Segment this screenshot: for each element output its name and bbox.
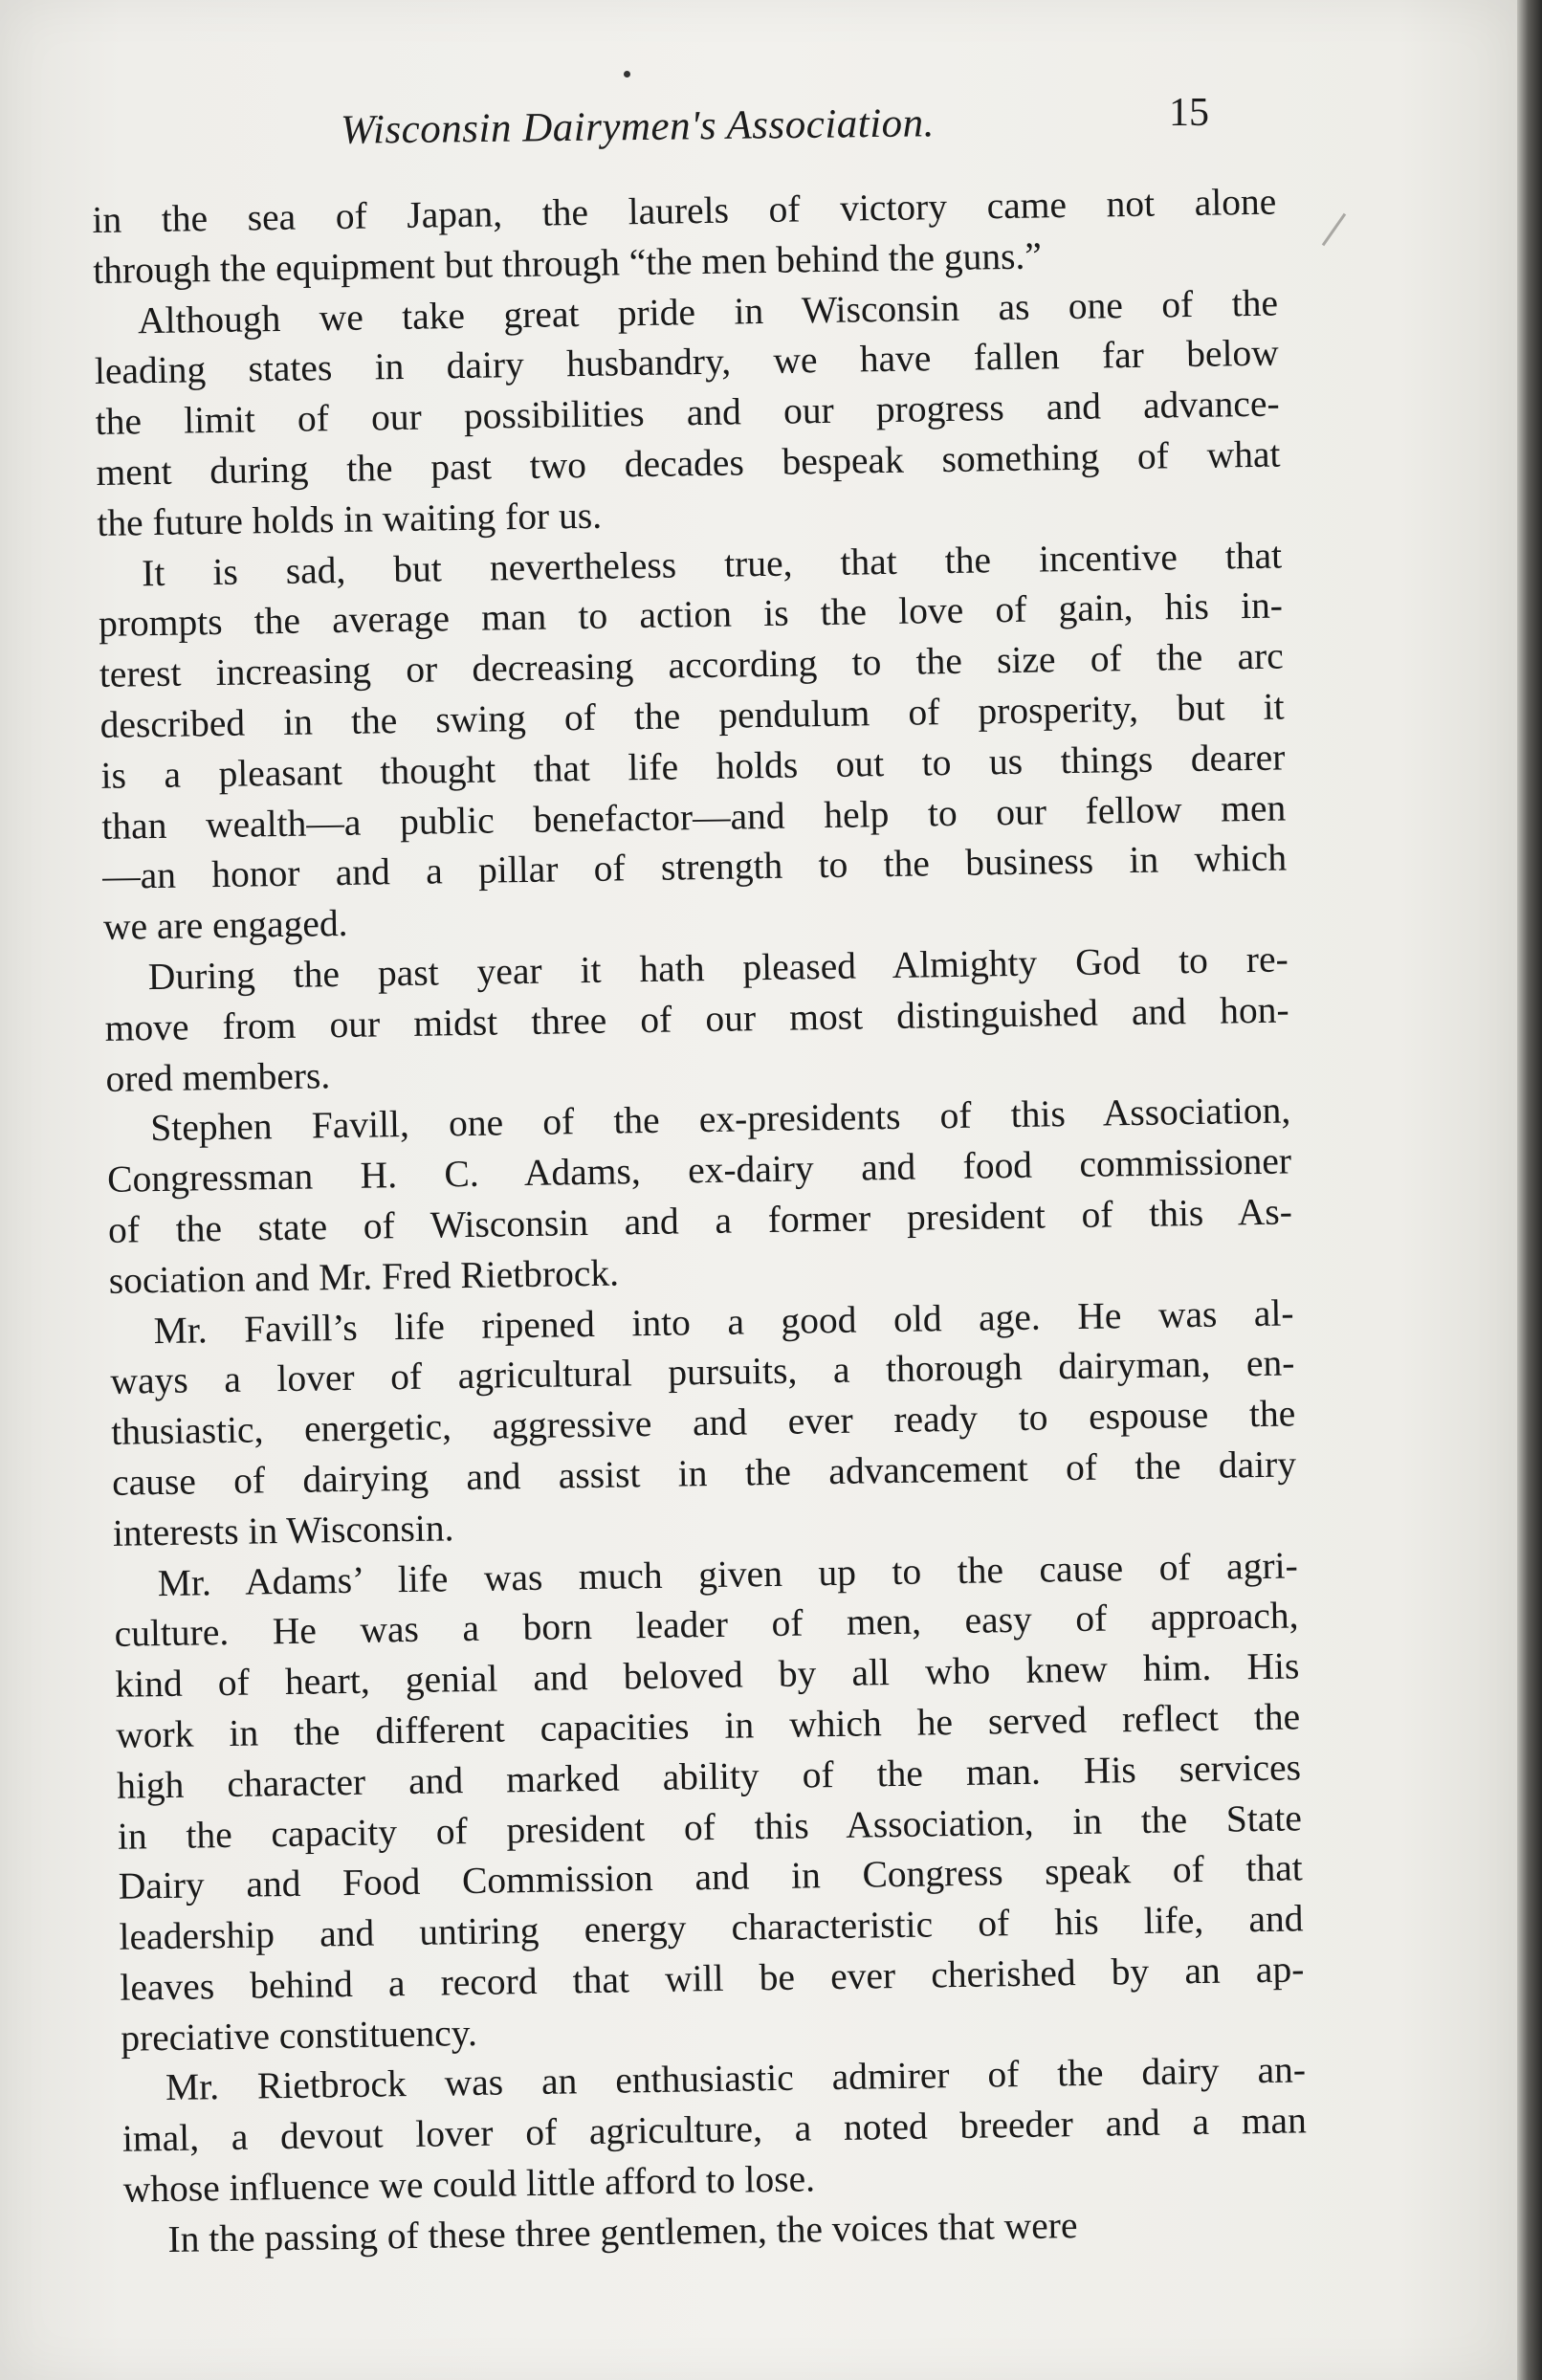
text-line: is a pleasant thought that life holds out to us things dearer: [100, 736, 1286, 797]
text-line: described in the swing of the pendulum of prosperity, but it: [99, 685, 1285, 746]
text-line: It is sad, but nevertheless true, that the incentive that: [141, 534, 1283, 594]
text-line: we are engaged.: [102, 902, 348, 949]
text-line: imal, a devout lover of agriculture, a noted breeder and a man: [121, 2099, 1308, 2161]
text-line: Mr. Rietbrock was an enthusiastic admirer of the dairy an-: [165, 2048, 1307, 2109]
page-number: 15: [1169, 91, 1209, 135]
text-line: prompts the average man to action is the love of gain, his in-: [98, 584, 1284, 646]
text-line: whose influence we could little afford to lose.: [122, 2157, 816, 2211]
text-line: work in the different capacities in which he served reflect the: [115, 1695, 1301, 1756]
text-line: in the sea of Japan, the laurels of victory came not alone: [92, 180, 1277, 241]
margin-pencil-mark: [1322, 213, 1346, 246]
text-line: the future holds in waiting for us.: [97, 494, 603, 544]
text-line: Congressman H. C. Adams, ex-dairy and food commissioner: [106, 1139, 1292, 1201]
text-line: thusiastic, energetic, aggressive and ever ready to espouse the: [110, 1392, 1296, 1453]
text-line: cause of dairying and assist in the advancement of the dairy: [111, 1443, 1297, 1504]
running-head: Wisconsin Dairymen's Association.: [340, 100, 936, 153]
text-line: ored members.: [105, 1053, 331, 1100]
text-line: of the state of Wisconsin and a former president of this As-: [107, 1190, 1293, 1251]
text-line: kind of heart, genial and beloved by all who knew him. His: [115, 1644, 1300, 1706]
text-line: move from our midst three of our most distinguished and hon-: [104, 988, 1289, 1049]
text-line: Stephen Favill, one of the ex-presidents of this Association,: [149, 1089, 1291, 1150]
text-line: leading states in dairy husbandry, we have fallen far below: [94, 331, 1280, 393]
text-line: ment during the past two decades bespeak something of what: [96, 432, 1281, 494]
text-line: culture. He was a born leader of men, easy of approach,: [114, 1594, 1299, 1656]
text-line: terest increasing or decreasing according to the size of the arc: [99, 634, 1285, 696]
text-line: In the passing of these three gentlemen, the voices that were: [167, 2203, 1078, 2260]
text-line: sociation and Mr. Fred Rietbrock.: [108, 1251, 620, 1302]
text-line: leaves behind a record that will be ever cherished by an ap-: [120, 1948, 1305, 2009]
body-text: [92, 177, 1309, 2266]
text-line: leadership and untiring energy characteristic of his life, and: [119, 1897, 1304, 1958]
text-line: in the capacity of president of this Association, in the State: [117, 1796, 1303, 1858]
text-line: interests in Wisconsin.: [112, 1506, 454, 1554]
text-line: Dairy and Food Commission and in Congress speak of that: [118, 1846, 1303, 1908]
text-line: ways a lover of agricultural pursuits, a thorough dairyman, en-: [110, 1341, 1295, 1403]
text-line: Although we take great pride in Wisconsin as one of the: [137, 281, 1279, 342]
text-line: Mr. Adams’ life was much given up to the cause of agri-: [157, 1543, 1298, 1604]
text-line: through the equipment but through “the men behind the guns.”: [92, 234, 1043, 292]
text-line: high character and marked ability of the man. His services: [116, 1746, 1302, 1807]
text-line: During the past year it hath pleased Almighty God to re-: [147, 937, 1289, 999]
book-binding-edge: [1517, 0, 1542, 2380]
text-line: preciative constituency.: [120, 2011, 478, 2060]
print-dot: [624, 71, 630, 77]
text-line: —an honor and a pillar of strength to the business in which: [101, 836, 1288, 898]
text-line: Mr. Favill’s life ripened into a good old age. He was al-: [153, 1290, 1294, 1352]
text-line: the limit of our possibilities and our progress and advance-: [95, 382, 1280, 444]
text-line: than wealth—a public benefactor—and help to our fellow men: [101, 786, 1287, 848]
